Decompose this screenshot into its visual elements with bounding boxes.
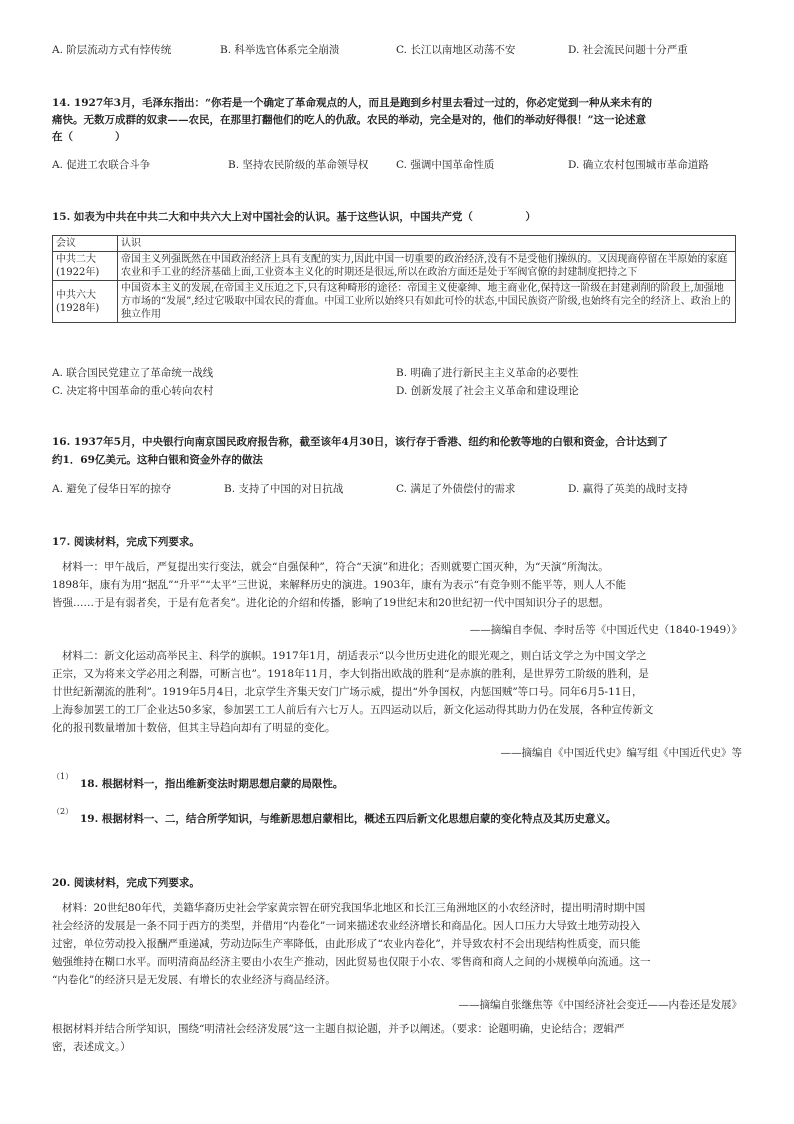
q15-header-meeting: 会议 — [53, 236, 118, 252]
q14-stem-line-3: 在（ ） — [52, 131, 126, 143]
q13-option-a: A. 阶层流动方式有悖传统 — [52, 44, 172, 56]
q15-option-b: B. 明确了进行新民主主义革命的必要性 — [396, 367, 579, 379]
q13-option-b: B. 科举选官体系完全崩溃 — [220, 44, 340, 56]
q15-option-a: A. 联合国民党建立了革命统一战线 — [52, 367, 214, 379]
q17-source2: ——摘编自《中国近代史》编写组《中国近代史》等 — [500, 747, 742, 759]
q17-sub2-number: （2） — [52, 807, 74, 816]
q17-sub1: 18. 根据材料一，指出维新变法时期思想启蒙的局限性。 — [80, 778, 344, 790]
q14-stem-line-1: 14. 1927年3月，毛泽东指出：“你若是一个确定了革命观点的人，而且是跑到乡村里去看过一过的，你必定觉到一种从来未有的 — [52, 97, 652, 109]
q14-option-d: D. 确立农村包围城市革命道路 — [568, 159, 709, 171]
q20-source: ——摘编自张继焦等《中国经济社会变迁——内卷还是发展》 — [458, 999, 742, 1011]
q20-material-line-1: 材料：20世纪80年代，美籍华裔历史社会学家黄宗智在研究我国华北地区和长江三角洲地区的小农经济时，提出明清时期中国 — [62, 902, 646, 914]
q16-option-c: C. 满足了外债偿付的需求 — [396, 483, 516, 495]
q13-option-d: D. 社会流民问题十分严重 — [568, 44, 688, 56]
q15-row-2-meeting: 中共六大(1928年) — [53, 281, 118, 323]
q17-source1: ——摘编自李侃、李时岳等《中国近代史（1840-1949）》 — [469, 624, 742, 636]
q16-option-d: D. 赢得了英美的战时支持 — [568, 483, 688, 495]
q20-prompt-line-2: 密，表述成文。） — [52, 1041, 131, 1053]
q17-sub2: 19. 根据材料一、二，结合所学知识，与维新思想启蒙相比，概述五四后新文化思想启蒙的变化特点及其历史意义。 — [80, 813, 617, 825]
q17-material2-line-2: 正宗，又为将来文学必用之利器，可断言也”。1918年11月，李大钊指出欧战的胜利“是赤旗的胜利，是世界劳工阶级的胜利，是 — [52, 668, 649, 680]
q15-header-view: 认识 — [118, 236, 736, 252]
q15-row-1-meeting: 中共二大(1922年) — [53, 252, 118, 281]
q15-row-2-text: 中国资本主义的发展,在帝国主义压迫之下,只有这种畸形的途径：帝国主义使豪绅、地主商业化,保持这一阶级在封建剥削的阶段上,加强地方市场的“发展”,经过它吸取中国农民的膏血。中国工业所以始终只有如此可怜的状态,中国民族资产阶级,也始终有完全的经济上、政治上的独立作用 — [118, 281, 736, 323]
q13-option-c: C. 长江以南地区动荡不安 — [396, 44, 516, 56]
q20-material-line-3: 过密，单位劳动投入报酬严重递减，劳动边际生产率降低，由此形成了“农业内卷化”，并导致农村不会出现结构性质变，而只能 — [52, 938, 641, 950]
q15-row-1-text: 帝国主义列强既然在中国政治经济上具有支配的实力,因此中国一切重要的政治经济,没有不是受他们操纵的。又因现商停留在半原始的家庭农业和手工业的经济基础上面,工业资本主义化的时期还是很远,所以在政治方面还是处于军阀官僚的封建制度把持之下 — [118, 252, 736, 281]
q15-option-c: C. 决定将中国革命的重心转向农村 — [52, 385, 214, 397]
q15-stem: 15. 如表为中共在中共二大和中共六大上对中国社会的认识。基于这些认识，中国共产党（ ） — [52, 211, 536, 223]
q15-option-d: D. 创新发展了社会主义革命和建设理论 — [396, 385, 579, 397]
q14-option-b: B. 坚持农民阶级的革命领导权 — [228, 159, 369, 171]
q17-sub1-number: （1） — [52, 772, 74, 781]
q17-material1-line-3: 皆强……于是有弱者矣，于是有危者矣”。进化论的介绍和传播，影响了19世纪末和20世纪初一代中国知识分子的思想。 — [52, 597, 610, 609]
q17-material2-line-3: 廿世纪新潮流的胜利”。1919年5月4日，北京学生齐集天安门广场示威，提出“外争国权，内惩国贼”等口号。同年6月5-11日， — [52, 686, 643, 698]
q17-material2-line-1: 材料二：新文化运动高举民主、科学的旗帜。1917年1月，胡适表示“以今世历史进化的眼光观之，则白话文学之为中国文学之 — [62, 650, 647, 662]
q17-material1-line-2: 1898年，康有为用“据乱”“升平”“太平”三世说，来解释历史的演进。1903年，康有为表示“有竞争则不能平等，则人人不能 — [52, 579, 627, 591]
q15-table — [52, 235, 736, 323]
q20-material-line-4: 勉强维持在糊口水平。而明清商品经济主要由小农生产推动，因此贸易也仅限于小农、零售商和商人之间的小规模单向流通。这一 — [52, 956, 651, 968]
q16-stem-line-1: 16. 1937年5月，中央银行向南京国民政府报告称，截至该年4月30日，该行存于香港、纽约和伦敦等地的白银和资金，合计达到了 — [52, 436, 668, 448]
q20-material-line-5: “内卷化”的经济只是无发展、有增长的农业经济与商品经济。 — [52, 974, 336, 986]
q14-option-c: C. 强调中国革命性质 — [396, 159, 495, 171]
q17-title: 17. 阅读材料，完成下列要求。 — [52, 536, 200, 548]
q16-option-a: A. 避免了侵华日军的掠夺 — [52, 483, 172, 495]
q16-stem-line-2: 约1．69亿美元。这种白银和资金外存的做法 — [52, 454, 263, 466]
q14-stem-line-2: 痛快。无数万成群的奴隶——农民，在那里打翻他们的吃人的仇敌。农民的举动，完全是对的，他们的举动好得很！”这一论述意 — [52, 114, 647, 126]
q20-material-line-2: 社会经济的发展是一条不同于西方的类型，并借用“内卷化”一词来描述农业经济增长和商品化。因人口压力大导致土地劳动投入 — [52, 920, 641, 932]
q16-option-b: B. 支持了中国的对日抗战 — [224, 483, 344, 495]
q17-material2-line-4: 上海参加罢工的工厂企业达50多家，参加罢工工人前后有六七万人。五四运动以后，新文化运动得其助力仍在发展，各种宣传新文 — [52, 704, 654, 716]
q14-option-a: A. 促进工农联合斗争 — [52, 159, 151, 171]
q17-material1-line-1: 材料一：甲午战后，严复提出实行变法，就会“自强保种”，符合“天演”和进化；否则就要亡国灭种，为“天演”所淘汰。 — [62, 561, 609, 573]
q17-material2-line-5: 化的报刊数量增加十数倍，但其主导趋向却有了明显的变化。 — [52, 722, 336, 734]
q20-prompt-line-1: 根据材料并结合所学知识，围绕“明清社会经济发展”这一主题自拟论题，并予以阐述。（要求：论题明确，史论结合；逻辑严 — [52, 1023, 625, 1035]
q20-title: 20. 阅读材料，完成下列要求。 — [52, 877, 200, 889]
